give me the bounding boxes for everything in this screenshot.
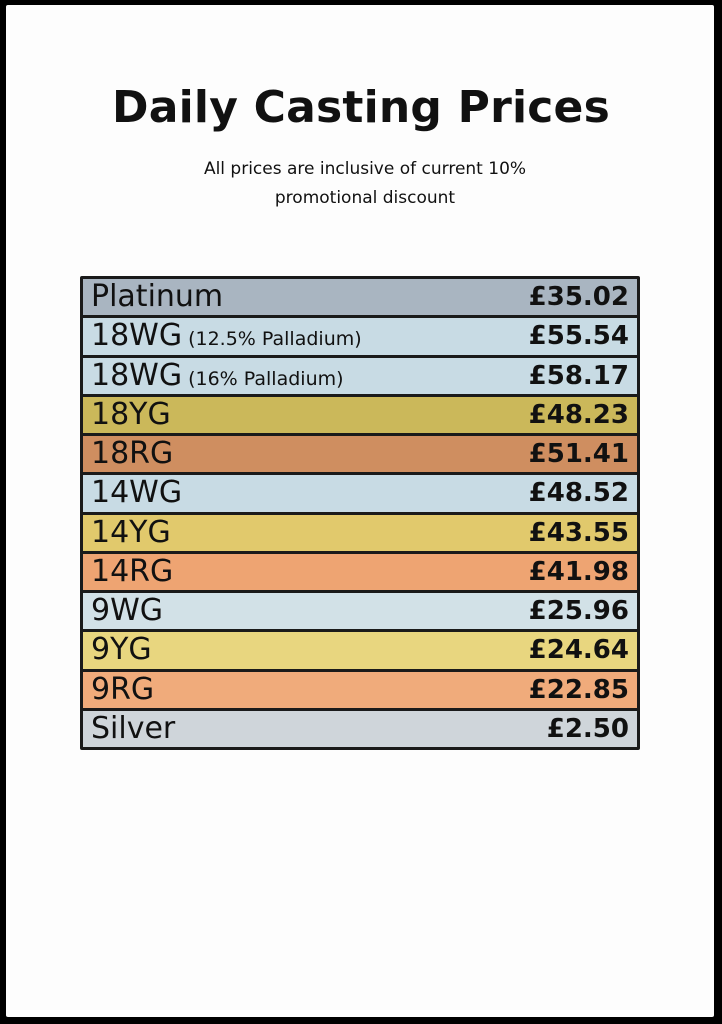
price-row-9wg bbox=[83, 593, 637, 629]
metal-price: £24.64 bbox=[528, 635, 629, 666]
price-row-9yg bbox=[83, 632, 637, 668]
metal-price: £41.98 bbox=[528, 556, 629, 587]
metal-price: £51.41 bbox=[528, 439, 629, 470]
price-table bbox=[80, 276, 640, 750]
price-row-14rg bbox=[83, 554, 637, 590]
price-row-platinum bbox=[83, 279, 637, 315]
metal-name: 14RG bbox=[91, 553, 174, 589]
metal-name: 9RG bbox=[91, 671, 155, 707]
metal-name: 18RG bbox=[91, 436, 174, 472]
metal-price: £55.54 bbox=[528, 321, 629, 352]
metal-name: Silver bbox=[91, 710, 176, 746]
price-row-18rg bbox=[83, 436, 637, 472]
price-row-silver bbox=[83, 711, 637, 747]
metal-name: Platinum bbox=[91, 279, 224, 315]
price-row-18yg bbox=[83, 397, 637, 433]
metal-price: £43.55 bbox=[528, 517, 629, 548]
metal-price: £48.23 bbox=[528, 399, 629, 430]
metal-price: £35.02 bbox=[528, 282, 629, 313]
metal-price: £25.96 bbox=[528, 596, 629, 627]
metal-price: £48.52 bbox=[528, 478, 629, 509]
price-row-14yg bbox=[83, 515, 637, 551]
metal-name: 18WG bbox=[91, 318, 183, 354]
metal-name: 14YG bbox=[91, 514, 171, 550]
price-row-9rg bbox=[83, 672, 637, 708]
metal-note: (12.5% Palladium) bbox=[188, 328, 362, 351]
metal-name: 14WG bbox=[91, 475, 183, 511]
price-row-18wg-12-5-palladium bbox=[83, 318, 637, 354]
metal-name: 9YG bbox=[91, 632, 152, 668]
price-row-18wg-16-palladium bbox=[83, 358, 637, 394]
metal-price: £2.50 bbox=[546, 713, 629, 744]
page-title: Daily Casting Prices bbox=[112, 82, 610, 133]
metal-note: (16% Palladium) bbox=[188, 367, 344, 390]
metal-price: £58.17 bbox=[528, 360, 629, 391]
metal-name: 9WG bbox=[91, 593, 163, 629]
page-subtitle: All prices are inclusive of current 10% promotional discount bbox=[203, 159, 527, 208]
metal-name: 18WG bbox=[91, 357, 183, 393]
metal-price: £22.85 bbox=[528, 674, 629, 705]
price-row-14wg bbox=[83, 475, 637, 511]
metal-name: 18YG bbox=[91, 396, 171, 432]
